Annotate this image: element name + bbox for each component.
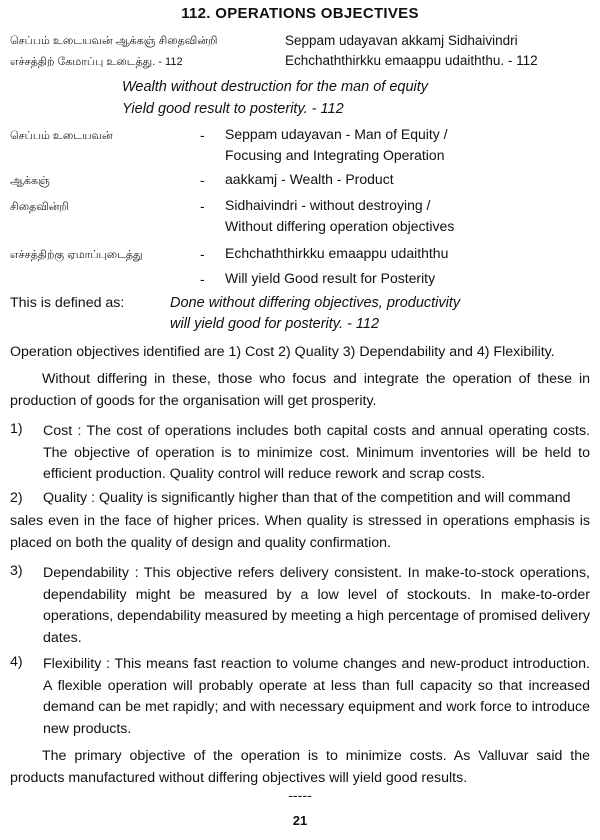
glossary-definition-4: Echchaththirkku emaappu udaiththu <box>225 245 449 261</box>
paragraph-conclusion: The primary objective of the operation is to minimize costs. As Valluvar said the products manufactured without differing objectives will yield good results. <box>10 748 590 786</box>
glossary-definition-1a: Seppam udayavan - Man of Equity / <box>225 126 448 142</box>
couplet-tamil-line-1: செப்பம் உடையவன் ஆக்கஞ் சிதைவின்றி <box>10 35 218 47</box>
glossary-term-3: சிதைவின்றி <box>10 201 69 213</box>
glossary-dash-1: - <box>200 127 205 143</box>
item-flexibility: Flexibility : This means fast reaction to volume changes and new-product introduction. A flexible operation will probably operate at less than full capacity so that increased demand can be met rapidly; and with necessary equipment and work force to introduce new products. <box>43 656 590 737</box>
item-quality-first-line: Quality : Quality is significantly higher than that of the competition and will command <box>43 490 571 506</box>
glossary-definition-2: aakkamj - Wealth - Product <box>225 171 394 187</box>
glossary-definition-1b: Focusing and Integrating Operation <box>225 147 445 163</box>
item-number-4: 4) <box>10 654 23 670</box>
glossary-term-4: எச்சத்திற்கு ஏமாப்புடைத்து <box>10 249 143 261</box>
item-cost: Cost : The cost of operations includes both capital costs and annual operating costs. The objective of operation is to minimize cost. Minimum inventories will be held to efficient production. Quality control will reduce rework and scrap costs. <box>43 423 590 482</box>
item-dependability: Dependability : This objective refers delivery consistent. In make-to-stock operations, dependability might be measured by a low level of stockouts. In make-to-order operations, dependability measured by meeting a high percentage of promised delivery dates. <box>43 565 590 646</box>
couplet-translation-line-1: Wealth without destruction for the man of equity <box>122 79 429 95</box>
item-number-1: 1) <box>10 421 23 437</box>
item-number-2: 2) <box>10 490 23 506</box>
defined-label: This is defined as: <box>10 295 125 311</box>
glossary-dash-5: - <box>200 271 205 287</box>
page-title: 112. OPERATIONS OBJECTIVES <box>181 5 419 22</box>
couplet-transliteration-line-2: Echchaththirkku emaappu udaiththu. - 112 <box>285 53 538 68</box>
definition-line-2: will yield good for posterity. - 112 <box>170 316 380 332</box>
objectives-intro: Operation objectives identified are 1) Cost 2) Quality 3) Dependability and 4) Flexibility. <box>10 344 555 360</box>
glossary-dash-2: - <box>200 172 205 188</box>
glossary-definition-3b: Without differing operation objectives <box>225 218 455 234</box>
glossary-definition-5: Will yield Good result for Posterity <box>225 270 436 286</box>
glossary-term-1: செப்பம் உடையவன் <box>10 130 113 142</box>
end-mark: ----- <box>288 788 312 804</box>
item-quality: sales even in the face of higher prices. When quality is stressed in operations emphasis is placed on both the quality of design and quality confirmation. <box>10 513 590 551</box>
glossary-term-2: ஆக்கஞ் <box>10 175 50 187</box>
glossary-dash-3: - <box>200 198 205 214</box>
couplet-translation-line-2: Yield good result to posterity. - 112 <box>122 101 344 117</box>
glossary-definition-3a: Sidhaivindri - without destroying / <box>225 197 431 213</box>
couplet-tamil-line-2: எச்சத்திற் கேமாப்பு உடைத்து. - 112 <box>10 56 183 68</box>
page-number: 21 <box>292 813 308 828</box>
couplet-transliteration-line-1: Seppam udayavan akkamj Sidhaivindri <box>285 33 518 48</box>
glossary-dash-4: - <box>200 246 205 262</box>
definition-line-1: Done without differing objectives, productivity <box>170 295 461 311</box>
paragraph-prosperity: Without differing in these, those who focus and integrate the operation of these in production of goods for the organisation will get prosperity. <box>10 371 590 409</box>
item-number-3: 3) <box>10 563 23 579</box>
